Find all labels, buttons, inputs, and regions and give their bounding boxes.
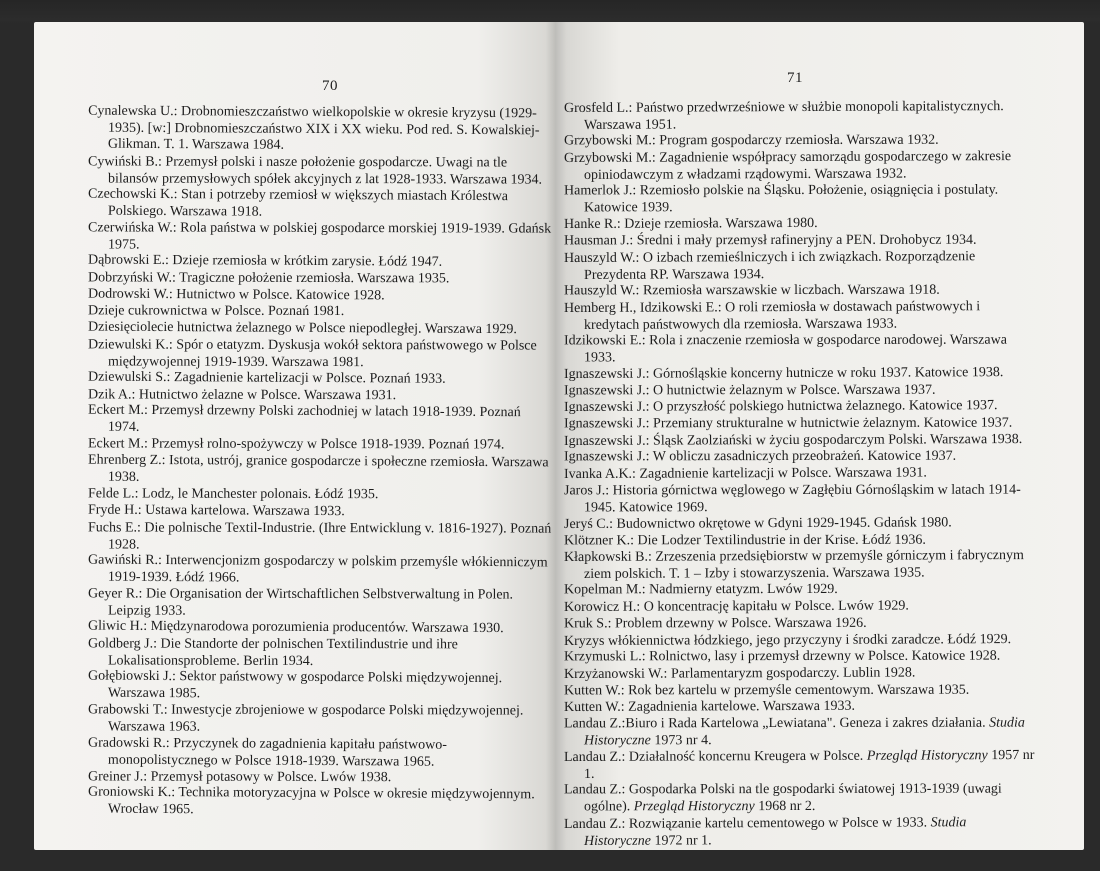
entry-issue: 1972 nr 1.	[650, 832, 712, 848]
bibliography-entry: Klötzner K.: Die Lodzer Textilindustrie in der Krise. Łódź 1936.	[563, 532, 926, 548]
bibliography-entry: Hauszyld W.: O izbach rzemieślniczych i ich związkach. Rozporządzenie Prezydenta RP. Warszawa 1934.	[563, 248, 976, 283]
bibliography-entry: Jaros J.: Historia górnictwa węglowego w Zagłębiu Górnośląskim w latach 1914-1945. Katowice 1969.	[563, 482, 1021, 515]
bibliography-entry	[564, 716, 1036, 750]
bibliography-entry: Gliwic H.: Międzynarodowa porozumienia producentów. Warszawa 1930.	[87, 618, 504, 637]
bibliography-entry: Hemberg H., Idzikowski E.: O roli rzemiosła w dostawach państwowych i kredytach państwowych dla rzemiosła. Warszawa 1933.	[563, 298, 981, 332]
bibliography-entry: Kutten W.: Zagadnienia kartelowe. Warszawa 1933.	[563, 699, 855, 716]
bibliography-entry: Gradowski R.: Przyczynek do zagadnienia kapitału państwowo-monopolistycznego w Polsce 1918-1939. Warszawa 1965.	[88, 735, 447, 769]
bibliography-entry: Fuchs E.: Die polnische Textil-Industrie. (Ihre Entwicklung v. 1816-1927). Poznań 1928.	[88, 520, 552, 552]
entry-issue: 1973 nr 4.	[650, 732, 712, 748]
bibliography-entry: Dziewulski K.: Spór o etatyzm. Dyskusja wokół sektora państwowego w Polsce międzywojennej 1919-1939. Warszawa 1981.	[88, 337, 537, 370]
bibliography-entry	[564, 814, 1036, 849]
bibliography-entry: Ignaszewski J.: O przyszłość polskiego hutnictwa żelaznego. Katowice 1937.	[563, 398, 998, 416]
bibliography-entry: Grosfeld L.: Państwo przedwrześniowe w służbie monopoli kapitalistycznych. Warszawa 1951.	[563, 99, 1004, 133]
bibliography-entry: Kutten W.: Rok bez kartelu w przemyśle cementowym. Warszawa 1935.	[563, 682, 970, 698]
bibliography-entry: Krzyżanowski W.: Parlamentaryzm gospodarczy. Lublin 1928.	[563, 665, 916, 682]
bibliography-entry: Grzybowski M.: Zagadnienie współpracy samorządu gospodarczego w zakresie opiniodawczym z władzami rządowymi. Warszawa 1932.	[563, 148, 1012, 183]
bibliography-entry: Krzymuski L.: Rolnictwo, lasy i przemysł drzewny w Polsce. Katowice 1928.	[563, 648, 1001, 665]
bibliography-entry: Idzikowski E.: Rola i znaczenie rzemiosła w gospodarce narodowej. Warszawa 1933.	[563, 332, 1007, 365]
bibliography-entry: Dziesięciolecie hutnictwa żelaznego w Polsce niepodległej. Warszawa 1929.	[87, 319, 517, 338]
bibliography-entry: Dzik A.: Hutnictwo żelazne w Polsce. Warszawa 1931.	[87, 386, 397, 403]
page-number: 70	[322, 78, 338, 94]
bibliography-entry: Czechowski K.: Stan i potrzeby rzemiosł w większych miastach Królestwa Polskiego. Warszawa 1918.	[88, 186, 508, 220]
bibliography-entry: Dodrowski W.: Hutnictwo w Polsce. Katowice 1928.	[87, 286, 385, 304]
bibliography-entry: Korowicz H.: O koncentrację kapitału w Polsce. Lwów 1929.	[563, 598, 909, 616]
bibliography-entry: Dobrzyński W.: Tragiczne położenie rzemiosła. Warszawa 1935.	[87, 270, 450, 287]
bibliography-entry: Grzybowski M.: Program gospodarczy rzemiosła. Warszawa 1932.	[563, 132, 939, 149]
right-page	[556, 22, 1084, 850]
bibliography-entry: Kopelman M.: Nadmierny etatyzm. Lwów 1929.	[563, 582, 838, 598]
left-page	[34, 22, 556, 850]
bibliography-entry: Gawiński R.: Interwencjonizm gospodarczy w polskim przemyśle włókienniczym 1919-1939. Łódź 1966.	[88, 552, 548, 585]
bibliography-entry: Ehrenberg Z.: Istota, ustrój, granice gospodarcze i społeczne rzemiosła. Warszawa 1938.	[88, 452, 549, 485]
bibliography-entry: Hauszyld W.: Rzemiosła warszawskie w liczbach. Warszawa 1918.	[563, 282, 940, 299]
journal-title: Studia Historyczne	[584, 814, 967, 848]
bibliography-entry: Hanke R.: Dzieje rzemiosła. Warszawa 1980.	[563, 216, 818, 233]
page-number: 71	[787, 70, 803, 86]
bibliography-entry: Goldberg J.: Die Standorte der polnischen Textilindustrie und ihre Lokalisationsprobleme. Berlin 1934.	[88, 636, 458, 669]
bibliography-entry: Ignaszewski J.: W obliczu zasadniczych przeobrażeń. Katowice 1937.	[563, 449, 957, 465]
bibliography-entry: Felde L.: Lodz, le Manchester polonais. Łódź 1935.	[87, 486, 379, 503]
entry-issue: 1968 nr 2.	[754, 798, 816, 814]
bibliography-entry: Ignaszewski J.: Przemiany strukturalne w hutnictwie żelaznym. Katowice 1937.	[563, 415, 1013, 432]
bibliography-entry: Eckert M.: Przemysł drzewny Polski zachodniej w latach 1918-1939. Poznań 1974.	[88, 402, 521, 435]
bibliography-entry: Ignaszewski J.: Śląsk Zaolziański w życiu gospodarczym Polski. Warszawa 1938.	[563, 431, 1023, 449]
entry-text: Landau Z.: Gospodarka Polski na tle gospodarki światowej 1913-1939 (uwagi ogólne).	[563, 781, 1002, 815]
bibliography-entry: Fryde H.: Ustawa kartelowa. Warszawa 1933.	[87, 502, 345, 520]
bibliography-entry: Kryzys włókiennictwa łódzkiego, jego przyczyny i środki zaradcze. Łódź 1929.	[563, 631, 1012, 649]
entry-text: Landau Z.: Działalność koncernu Kreugera w Polsce.	[563, 748, 867, 766]
journal-title: Studia Historyczne	[584, 715, 1025, 748]
entry-issue: 1957 nr 1.	[584, 748, 1035, 782]
bibliography-entry: Grabowski T.: Inwestycje zbrojeniowe w gospodarce Polski międzywojennej. Warszawa 1963.	[88, 702, 524, 735]
bibliography-entry: Geyer R.: Die Organisation der Wirtschaftlichen Selbstverwaltung in Polen. Leipzig 1933.	[88, 586, 514, 619]
bibliography-entry: Eckert M.: Przemysł rolno-spożywczy w Polsce 1918-1939. Poznań 1974.	[87, 436, 505, 453]
bibliography-entry: Kłapkowski B.: Zrzeszenia przedsiębiorstw w przemyśle górniczym i fabrycznym ziem polskich. T. 1 – Izby i stowarzyszenia. Warszawa 1935.	[563, 548, 1024, 582]
bibliography-entry: Cywiński B.: Przemysł polski i nasze położenie gospodarcze. Uwagi na tle bilansów przemysłowych spółek akcyjnych z lat 1928-1933. Warszawa 1934.	[88, 154, 543, 187]
bibliography-entry: Hausman J.: Średni i mały przemysł rafineryjny a PEN. Drohobycz 1934.	[563, 232, 977, 249]
bibliography-entry: Ivanka A.K.: Zagadnienie kartelizacji w Polsce. Warszawa 1931.	[563, 465, 927, 483]
bibliography-entry: Hamerlok J.: Rzemiosło polskie na Śląsku. Położenie, osiągnięcia i postulaty. Katowice 1939.	[563, 182, 999, 215]
bibliography-entry: Cynalewska U.: Drobnomieszczaństwo wielkopolskie w okresie kryzysu (1929-1935). [w:] Drobnomieszczaństwo XIX i XX wieku. Pod red. S. Kowalskiej-Glikman. T. 1. Warszawa 1984.	[88, 103, 540, 153]
bibliography-entry: Greiner J.: Przemysł potasowy w Polsce. Lwów 1938.	[87, 769, 392, 785]
bibliography-entry	[564, 748, 1036, 783]
bibliography-entry: Ignaszewski J.: O hutnictwie żelaznym w Polsce. Warszawa 1937.	[563, 382, 936, 398]
bibliography-entry: Dzieje cukrownictwa w Polsce. Poznań 1981.	[87, 303, 345, 320]
journal-title: Przegląd Historyczny	[633, 798, 755, 815]
bibliography-entry: Ignaszewski J.: Górnośląskie koncerny hutnicze w roku 1937. Katowice 1938.	[563, 364, 1004, 382]
journal-title: Przegląd Historyczny	[866, 748, 988, 764]
bibliography-entry: Kruk S.: Problem drzewny w Polsce. Warszawa 1926.	[563, 615, 867, 632]
bibliography-entry: Dąbrowski E.: Dzieje rzemiosła w krótkim zarysie. Łódź 1947.	[87, 252, 443, 270]
bibliography-entry: Jeryś C.: Budownictwo okrętowe w Gdyni 1929-1945. Gdańsk 1980.	[563, 515, 952, 532]
bibliography-entry: Czerwińska W.: Rola państwa w polskiej gospodarce morskiej 1919-1939. Gdańsk 1975.	[88, 220, 552, 253]
bibliography-entry: Gołębiowski J.: Sektor państwowy w gospodarce Polski międzywojennej. Warszawa 1985.	[88, 668, 503, 701]
entry-text: Landau Z.:Biuro i Rada Kartelowa „Lewiatana". Geneza i zakres działania.	[563, 715, 990, 732]
bibliography-list	[88, 105, 554, 820]
entry-text: Landau Z.: Rozwiązanie kartelu cementowego w Polsce w 1933.	[563, 814, 931, 832]
bibliography-list	[564, 100, 1036, 849]
bibliography-entry: Dziewulski S.: Zagadnienie kartelizacji w Polsce. Poznań 1933.	[87, 369, 446, 387]
bibliography-entry	[564, 782, 1036, 816]
bibliography-entry: Groniowski K.: Technika motoryzacyjna w Polsce w okresie międzywojennym. Wrocław 1965.	[88, 784, 535, 818]
